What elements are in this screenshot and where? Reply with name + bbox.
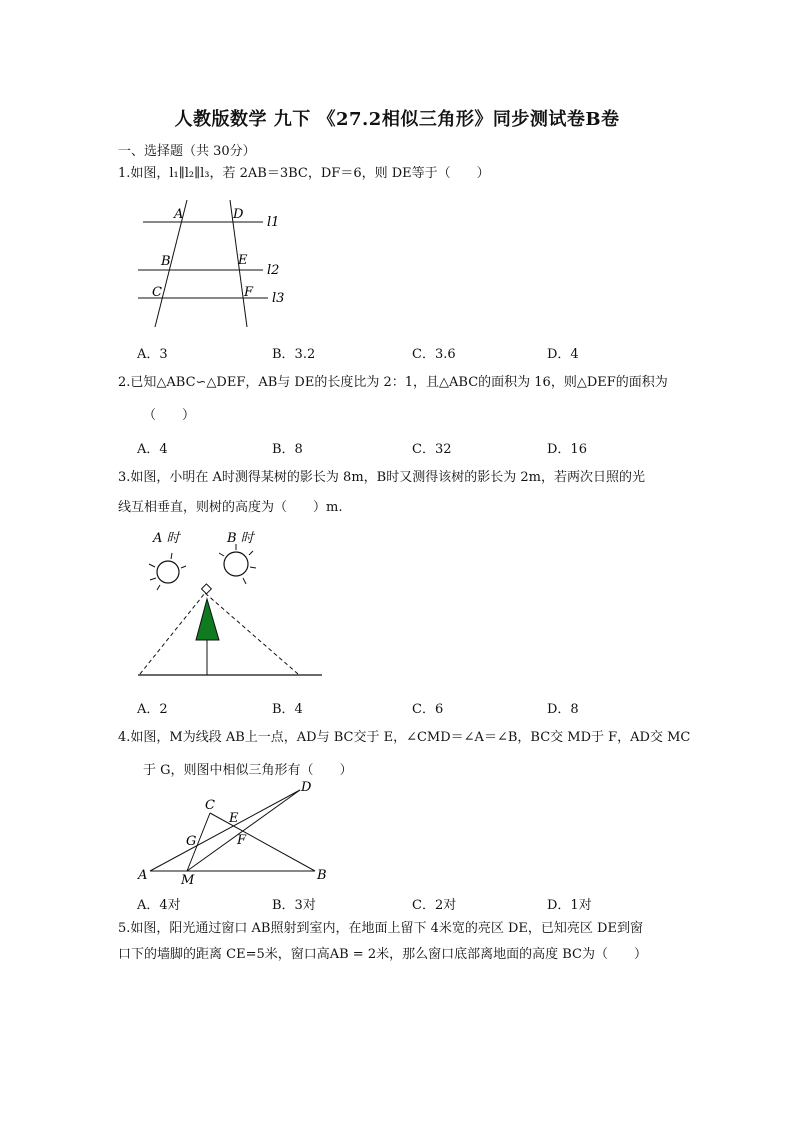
tree-crown-icon [196,599,219,640]
label-a: A [138,868,148,883]
label-b: B [317,868,327,883]
question-4-option-b: B．3对 [272,898,316,913]
question-4-option-a: A．4对 [137,898,181,913]
section-heading: 一、选择题（共 30分） [118,144,256,159]
label-l2: l2 [267,263,280,278]
question-2-option-c: C．32 [412,442,452,457]
label-e: E [229,811,239,826]
question-3-option-a: A．2 [137,702,168,717]
label-a: A [174,207,184,222]
question-2-text-line1: 2.已知△ABC∽△DEF，AB与 DE的长度比为 2：1，且△ABC的面积为 16，则△DEF的面积为 [118,375,668,390]
label-a-time: A 时 [153,531,180,546]
question-1-option-a: A．3 [137,347,168,362]
page-title: 人教版数学 九下 《27.2相似三角形》同步测试卷B卷 [174,109,620,130]
segment-ad [150,790,300,871]
question-4-option-c: C．2对 [412,898,457,913]
label-f: F [244,285,254,300]
question-3-text-line2: 线互相垂直，则树的高度为（ ）m. [118,500,343,515]
label-b: B [161,254,171,269]
question-4-text-line2: 于 G，则图中相似三角形有（ ） [143,763,353,778]
question-2-text-line2: （ ） [143,408,196,423]
right-angle-mark [201,584,211,594]
segment-md [187,790,300,871]
label-e: E [238,253,248,268]
label-d: D [301,780,312,795]
question-1-text: 1.如图，l₁∥l₂∥l₃，若 2AB＝3BC，DF＝6，则 DE等于（ ） [118,166,490,181]
question-3-option-d: D．8 [547,702,579,717]
question-3-text-line1: 3.如图，小明在 A时测得某树的影长为 8m，B时又测得该树的影长为 2m，若两次日照的光 [118,470,645,485]
label-l1: l1 [267,215,280,230]
label-m: M [181,873,195,888]
sun-ray-b [205,593,298,674]
question-3-option-b: B．4 [272,702,303,717]
question-4-figure [135,780,330,888]
question-1-figure [130,200,310,335]
sun-b-icon [219,544,256,584]
label-c: C [152,285,162,300]
segment-cb [210,813,315,871]
question-4-text-line1: 4.如图，M为线段 AB上一点，AD与 BC交于 E，∠CMD＝∠A＝∠B，BC交 MD于 F，AD交 MC [118,730,691,745]
label-d: D [233,207,244,222]
question-1-option-d: D．4 [547,347,579,362]
label-f: F [237,833,247,848]
sun-a-icon [149,553,186,590]
question-2-option-a: A．4 [137,442,168,457]
label-l3: l3 [272,291,285,306]
question-2-option-b: B．8 [272,442,303,457]
question-1-option-b: B．3.2 [272,347,316,362]
label-c: C [205,798,215,813]
question-1-option-c: C．3.6 [412,347,456,362]
label-b-time: B 时 [227,531,254,546]
question-3-figure [135,525,325,680]
question-2-option-d: D．16 [547,442,587,457]
sun-ray-a [140,593,205,674]
question-3-option-c: C．6 [412,702,444,717]
question-4-option-d: D．1对 [547,898,592,913]
label-g: G [186,834,197,849]
question-5-text-line1: 5.如图，阳光通过窗口 AB照射到室内，在地面上留下 4米宽的亮区 DE，已知亮区 DE到窗 [118,921,643,936]
question-5-text-line2: 口下的墙脚的距离 CE=5米，窗口高AB = 2米，那么窗口底部离地面的高度 BC为（ ） [118,947,647,962]
